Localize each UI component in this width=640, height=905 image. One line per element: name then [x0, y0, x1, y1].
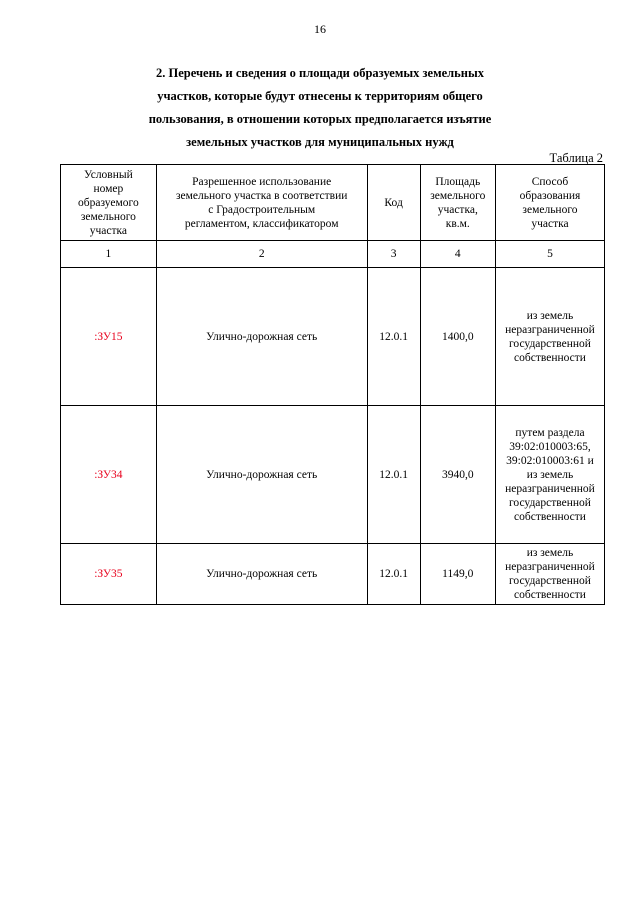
method-line: из земель — [526, 309, 574, 322]
formation-method — [495, 544, 604, 605]
plot-area: 3940,0 — [420, 406, 495, 544]
plot-area: 1400,0 — [420, 268, 495, 406]
use-code: 12.0.1 — [367, 406, 420, 544]
table-row — [61, 268, 605, 406]
permitted-use: Улично-дорожная сеть — [156, 406, 367, 544]
use-code: 12.0.1 — [367, 544, 420, 605]
method-line: собственности — [514, 589, 586, 601]
land-plots-table — [60, 164, 605, 605]
method-line: государственной — [509, 575, 591, 587]
method-line: неразграниченной — [505, 323, 595, 336]
method-line: из земель — [526, 547, 574, 559]
header-line: Условный — [83, 168, 133, 181]
use-code: 12.0.1 — [367, 268, 420, 406]
header-area — [420, 165, 495, 241]
permitted-use: Улично-дорожная сеть — [156, 544, 367, 605]
method-line: 39:02:010003:65, — [509, 440, 591, 453]
column-number: 4 — [420, 241, 495, 268]
header-line: номер — [93, 182, 124, 195]
header-line: Разрешенное использование — [192, 175, 332, 188]
method-line: собственности — [514, 510, 586, 523]
page-number: 16 — [314, 22, 326, 36]
formation-method — [495, 268, 604, 406]
heading-line: 2. Перечень и сведения о площади образуемых земельных — [156, 66, 484, 80]
method-line: 39:02:010003:61 и — [506, 454, 594, 467]
header-code — [367, 165, 420, 241]
section-heading — [60, 62, 580, 154]
header-line: участка — [531, 217, 569, 230]
header-line: образования — [519, 189, 581, 202]
table-label: Таблица 2 — [549, 151, 603, 165]
column-number: 5 — [495, 241, 604, 268]
plot-area: 1149,0 — [420, 544, 495, 605]
heading-line: земельных участков для муниципальных нужд — [186, 135, 454, 149]
method-line: из земель — [526, 468, 574, 481]
header-line: участка — [89, 224, 128, 237]
method-line: государственной — [509, 337, 591, 350]
column-number: 2 — [156, 241, 367, 268]
plot-id: :ЗУ34 — [61, 406, 157, 544]
header-line: земельного — [80, 210, 136, 223]
header-line: Площадь — [435, 175, 481, 188]
header-line: земельного — [430, 189, 486, 202]
header-line: регламентом, классификатором — [184, 217, 339, 230]
header-permitted-use — [156, 165, 367, 241]
header-formation-method — [495, 165, 604, 241]
table-row — [61, 544, 605, 605]
header-plot-number — [61, 165, 157, 241]
header-line: Код — [384, 196, 403, 209]
table-row — [61, 406, 605, 544]
header-line: кв.м. — [445, 217, 470, 230]
heading-line: участков, которые будут отнесены к территориям общего — [157, 89, 483, 103]
column-number-row — [61, 241, 605, 268]
plot-id: :ЗУ35 — [61, 544, 157, 605]
header-line: с Градостроительным — [208, 203, 316, 216]
method-line: путем раздела — [515, 426, 585, 439]
header-line: образуемого — [78, 196, 139, 209]
plot-id: :ЗУ15 — [61, 268, 157, 406]
method-line: государственной — [509, 496, 591, 509]
heading-line: пользования, в отношении которых предполагается изъятие — [148, 112, 492, 126]
formation-method — [495, 406, 604, 544]
column-number: 1 — [61, 241, 157, 268]
column-number: 3 — [367, 241, 420, 268]
header-line: участка, — [437, 203, 478, 216]
method-line: неразграниченной — [505, 561, 595, 573]
header-line: земельного участка в соответствии — [175, 189, 348, 202]
method-line: собственности — [514, 351, 586, 364]
table-header-row — [61, 165, 605, 241]
method-line: неразграниченной — [505, 482, 595, 495]
permitted-use: Улично-дорожная сеть — [156, 268, 367, 406]
header-line: земельного — [522, 203, 578, 216]
header-line: Способ — [531, 175, 569, 188]
